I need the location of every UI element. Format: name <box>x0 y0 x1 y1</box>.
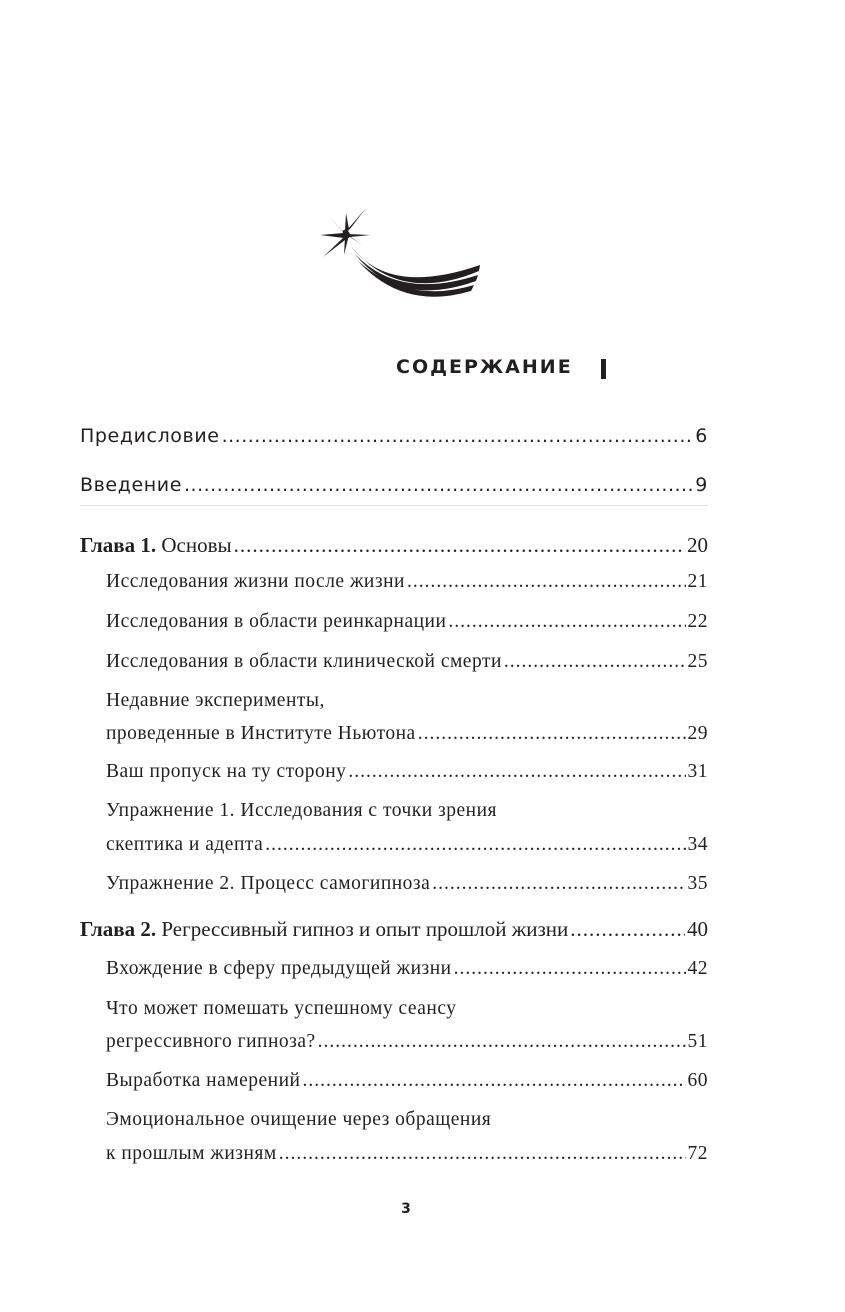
toc-section[interactable] <box>106 834 708 856</box>
dot-leader <box>348 761 685 783</box>
entry-page: 51 <box>687 1031 708 1052</box>
entry-page: 31 <box>687 761 708 782</box>
entry-page: 25 <box>687 651 708 672</box>
entry-page: 35 <box>687 873 708 894</box>
entry-page: 42 <box>687 958 708 979</box>
entry-page: 72 <box>687 1143 708 1164</box>
entry-title: к прошлым жизням <box>106 1143 277 1164</box>
toc-section[interactable] <box>106 1143 708 1165</box>
entry-title-line1: Что может помешать успешному сеансу <box>106 998 457 1019</box>
toc-entry-preface[interactable] <box>80 425 708 447</box>
entry-title: Введение <box>80 474 183 496</box>
entry-title-line1: Упражнение 1. Исследования с точки зрения <box>106 800 497 821</box>
chapter-title: Основы <box>161 533 232 557</box>
chapter-title: Регрессивный гипноз и опыт прошлой жизни <box>161 917 569 941</box>
dot-leader <box>407 571 686 593</box>
entry-page: 20 <box>687 533 708 557</box>
toc-chapter-1[interactable] <box>80 533 708 558</box>
entry-page: 60 <box>687 1070 708 1091</box>
toc-heading: СОДЕРЖАНИЕ <box>396 356 573 378</box>
toc-section[interactable] <box>106 1031 708 1053</box>
entry-title: Предисловие <box>80 425 220 447</box>
entry-title: Упражнение 2. Процесс самогипноза <box>106 873 431 894</box>
entry-page: 21 <box>687 571 708 592</box>
entry-title: проведенные в Институте Ньютона <box>106 723 416 744</box>
toc-section[interactable] <box>106 723 708 745</box>
dot-leader <box>570 917 685 942</box>
dot-leader <box>302 1070 685 1092</box>
entry-title-line1: Недавние эксперименты, <box>106 690 325 711</box>
entry-page: 6 <box>695 425 708 447</box>
dot-leader <box>432 873 685 895</box>
entry-title-line1: Эмоциональное очищение через обращения <box>106 1109 492 1130</box>
dot-leader <box>184 474 693 496</box>
entry-title: регрессивного гипноза? <box>106 1031 316 1052</box>
entry-title: Исследования в области клинической смерти <box>106 651 502 672</box>
toc-section[interactable] <box>106 873 708 895</box>
chapter-prefix: Глава 1. <box>80 533 157 557</box>
entry-page: 9 <box>695 474 708 496</box>
chapter-prefix: Глава 2. <box>80 917 157 941</box>
page-number: 3 <box>401 1201 411 1217</box>
entry-title: Исследования в области реинкарнации <box>106 611 447 632</box>
dot-leader <box>234 533 685 558</box>
dot-leader <box>504 651 686 673</box>
heading-bar <box>601 359 606 379</box>
toc-section[interactable] <box>106 958 708 980</box>
divider <box>80 505 708 506</box>
entry-title: Выработка намерений <box>106 1070 301 1091</box>
entry-page: 40 <box>687 917 708 941</box>
entry-title: Исследования жизни после жизни <box>106 571 405 592</box>
entry-title: Ваш пропуск на ту сторону <box>106 761 347 782</box>
entry-title: Вхождение в сферу предыдущей жизни <box>106 958 452 979</box>
dot-leader <box>448 611 685 633</box>
toc-section[interactable] <box>106 651 708 673</box>
dot-leader <box>265 834 685 856</box>
dot-leader <box>222 425 694 447</box>
entry-title: скептика и адепта <box>106 834 264 855</box>
dot-leader <box>418 723 686 745</box>
entry-page: 22 <box>687 611 708 632</box>
dot-leader <box>454 958 686 980</box>
toc-section[interactable] <box>106 611 708 633</box>
dot-leader <box>279 1143 686 1165</box>
shooting-star-icon <box>318 205 488 300</box>
entry-page: 29 <box>687 723 708 744</box>
entry-page: 34 <box>687 834 708 855</box>
toc-section[interactable] <box>106 1070 708 1092</box>
dot-leader <box>318 1031 686 1053</box>
toc-chapter-2[interactable] <box>80 917 708 942</box>
toc-entry-introduction[interactable] <box>80 474 708 496</box>
toc-section[interactable] <box>106 761 708 783</box>
toc-section[interactable] <box>106 571 708 593</box>
